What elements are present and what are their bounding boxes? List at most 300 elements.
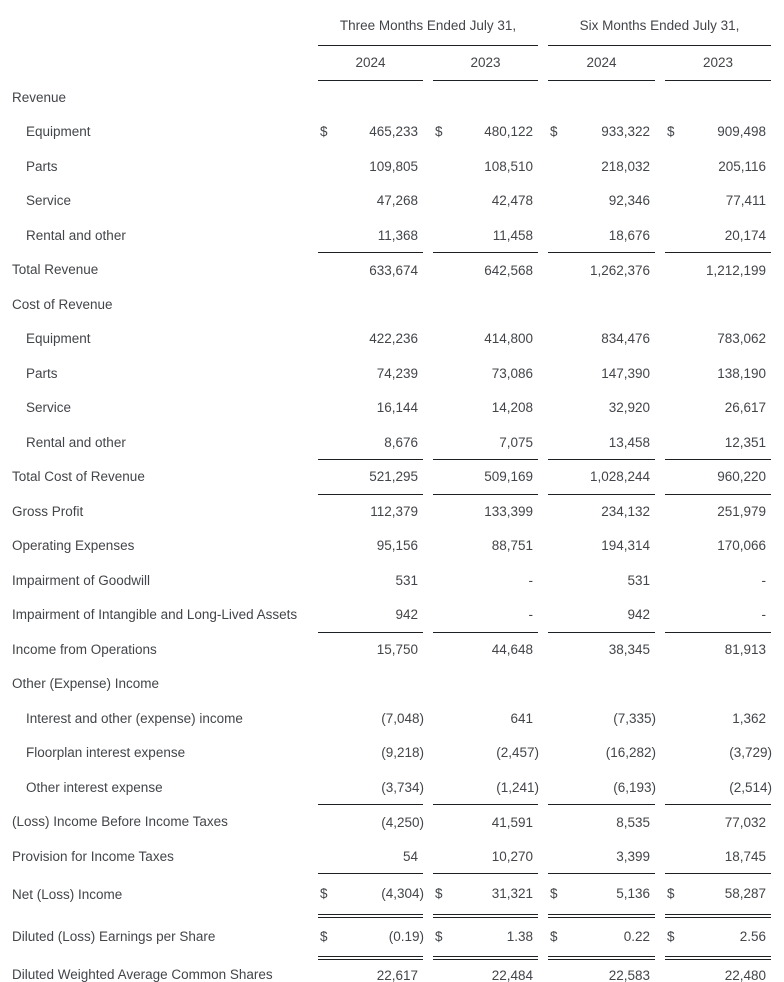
column-gap (655, 460, 665, 495)
cell-value: 77,032 (724, 814, 767, 830)
value-cell (665, 356, 771, 391)
row-label: Diluted Weighted Average Common Shares (12, 967, 273, 982)
value-cell (548, 736, 655, 771)
cell-value: (7,048) (381, 710, 424, 726)
value-cell (548, 287, 655, 322)
value-cell (665, 770, 771, 805)
value-cell (433, 287, 538, 322)
cell-value: (7,335) (613, 710, 657, 726)
cell-value: 234,132 (601, 504, 651, 519)
column-gap (538, 667, 548, 702)
value-cell (665, 598, 771, 633)
cell-value: 633,674 (369, 262, 418, 278)
period-header-six-months: Six Months Ended July 31, (548, 6, 771, 45)
value-cell (433, 253, 538, 288)
cell-value: 138,190 (717, 365, 767, 381)
row-label: (Loss) Income Before Income Taxes (12, 814, 228, 830)
value-cell (665, 391, 771, 426)
value-cell (318, 874, 423, 916)
table-row (0, 632, 771, 667)
value-cell (318, 839, 423, 874)
value-cell (318, 529, 423, 564)
cell-value: 8,676 (384, 434, 418, 450)
column-gap (423, 701, 433, 736)
cell-value: 509,169 (484, 469, 534, 485)
value-cell (433, 149, 538, 184)
column-gap (655, 218, 665, 253)
value-cell (665, 184, 771, 219)
value-cell (548, 322, 655, 357)
column-gap (655, 115, 665, 150)
cell-value: 18,676 (608, 227, 651, 243)
period-header-row (0, 6, 771, 45)
cell-value: (4,304) (381, 886, 424, 902)
value-cell (665, 874, 771, 916)
column-gap (423, 115, 433, 150)
table-row (0, 322, 771, 357)
year-header: 2023 (433, 45, 538, 80)
row-label: Income from Operations (12, 641, 157, 657)
cell-value: 251,979 (717, 504, 767, 519)
value-cell (548, 667, 655, 702)
value-cell (433, 701, 538, 736)
cell-value: (2,514) (729, 779, 773, 795)
cell-value: (4,250) (381, 814, 424, 830)
section-row (0, 287, 771, 322)
value-cell (318, 958, 423, 982)
table-row (0, 460, 771, 495)
period-header-three-months: Three Months Ended July 31, (318, 6, 538, 45)
value-cell (433, 874, 538, 916)
value-cell (318, 916, 423, 958)
column-gap (538, 287, 548, 322)
dollar-sign: $ (550, 124, 558, 140)
cell-value: - (761, 572, 767, 588)
value-cell (548, 916, 655, 958)
value-cell (665, 563, 771, 598)
row-label: Parts (26, 158, 58, 174)
cell-value: (3,729) (729, 745, 773, 761)
cell-value: 1,362 (732, 710, 767, 726)
value-cell (548, 529, 655, 564)
table-row (0, 253, 771, 288)
row-label: Revenue (12, 89, 67, 105)
cell-value: 74,239 (376, 365, 418, 381)
value-cell (433, 916, 538, 958)
column-gap (538, 115, 548, 150)
value-cell (548, 253, 655, 288)
row-label: Provision for Income Taxes (12, 848, 174, 864)
cell-value: 95,156 (376, 538, 418, 554)
cell-value: 10,270 (491, 848, 534, 864)
dollar-sign: $ (320, 929, 328, 944)
table-row (0, 598, 771, 633)
row-label: Interest and other (expense) income (26, 710, 243, 726)
cell-value: 112,379 (370, 504, 418, 519)
value-cell (665, 218, 771, 253)
value-cell (318, 563, 423, 598)
cell-value: 480,122 (484, 124, 534, 140)
column-gap (538, 322, 548, 357)
cell-value: 47,268 (376, 193, 418, 209)
cell-value: - (528, 607, 534, 622)
cell-value: 109,805 (369, 158, 418, 174)
column-gap (655, 916, 665, 958)
column-gap (538, 958, 548, 982)
column-gap (423, 958, 433, 982)
value-cell (548, 874, 655, 916)
column-gap (538, 529, 548, 564)
cell-value: 1,028,244 (589, 469, 651, 485)
column-gap (655, 701, 665, 736)
column-gap (655, 287, 665, 322)
column-gap (538, 6, 548, 45)
value-cell (548, 460, 655, 495)
cell-value: 26,617 (724, 400, 767, 416)
column-gap (655, 322, 665, 357)
value-cell (665, 149, 771, 184)
cell-value: 133,399 (484, 504, 534, 519)
value-cell (548, 149, 655, 184)
value-cell (318, 460, 423, 495)
column-gap (423, 874, 433, 916)
row-label: Rental and other (26, 227, 126, 243)
dollar-sign: $ (435, 886, 443, 902)
table-row (0, 494, 771, 529)
cell-value: 942 (395, 607, 418, 622)
value-cell (665, 494, 771, 529)
table-row (0, 218, 771, 253)
cell-value: 18,745 (724, 848, 767, 864)
cell-value: 92,346 (608, 193, 651, 209)
row-label: Floorplan interest expense (26, 745, 186, 761)
column-gap (655, 184, 665, 219)
row-label: Other (Expense) Income (12, 676, 160, 692)
column-gap (538, 494, 548, 529)
value-cell (433, 805, 538, 840)
column-gap (423, 632, 433, 667)
value-cell (665, 736, 771, 771)
cell-value: 41,591 (491, 814, 534, 830)
value-cell (665, 667, 771, 702)
cell-value: 31,321 (491, 886, 534, 902)
table-row (0, 115, 771, 150)
column-gap (538, 184, 548, 219)
column-gap (538, 149, 548, 184)
table-row (0, 184, 771, 219)
row-label: Diluted (Loss) Earnings per Share (12, 929, 216, 944)
cell-value: 11,368 (377, 227, 418, 243)
cell-value: 783,062 (717, 331, 767, 347)
table-row (0, 916, 771, 958)
cell-value: 942 (627, 607, 651, 622)
cell-value: 15,750 (376, 642, 418, 657)
value-cell (318, 667, 423, 702)
value-cell (548, 839, 655, 874)
value-cell (665, 529, 771, 564)
value-cell (318, 494, 423, 529)
cell-value: 108,510 (484, 158, 534, 174)
cell-value: 642,568 (484, 262, 534, 278)
column-gap (538, 253, 548, 288)
row-label: Service (26, 400, 72, 416)
cell-value: 7,075 (499, 434, 534, 450)
column-gap (655, 563, 665, 598)
cell-value: (1,241) (496, 779, 540, 795)
column-gap (655, 632, 665, 667)
value-cell (433, 460, 538, 495)
table-row (0, 563, 771, 598)
column-gap (538, 839, 548, 874)
column-gap (538, 460, 548, 495)
cell-value: 1,262,376 (589, 262, 651, 278)
value-cell (433, 958, 538, 982)
value-cell (548, 391, 655, 426)
cell-value: - (528, 572, 534, 588)
row-label: Rental and other (26, 434, 126, 450)
cell-value: 58,287 (724, 886, 767, 902)
value-cell (318, 701, 423, 736)
row-label: Operating Expenses (12, 538, 135, 554)
table-row (0, 529, 771, 564)
column-gap (423, 736, 433, 771)
column-gap (423, 916, 433, 958)
column-gap (423, 391, 433, 426)
value-cell (433, 80, 538, 115)
header-spacer (0, 45, 318, 80)
column-gap (655, 874, 665, 916)
value-cell (318, 425, 423, 460)
dollar-sign: $ (320, 886, 328, 902)
value-cell (318, 356, 423, 391)
row-label: Total Cost of Revenue (12, 469, 145, 485)
value-cell (318, 322, 423, 357)
column-gap (538, 391, 548, 426)
table-row (0, 958, 771, 982)
value-cell (665, 805, 771, 840)
header-spacer (0, 6, 318, 45)
cell-value: 2.56 (739, 929, 767, 944)
cell-value: 194,314 (601, 538, 651, 554)
column-gap (423, 460, 433, 495)
row-label: Impairment of Intangible and Long-Lived Assets (12, 607, 298, 623)
column-gap (538, 80, 548, 115)
column-gap (538, 598, 548, 633)
value-cell (548, 563, 655, 598)
value-cell (433, 632, 538, 667)
value-cell (665, 253, 771, 288)
value-cell (318, 391, 423, 426)
cell-value: 531 (627, 572, 651, 588)
value-cell (318, 805, 423, 840)
value-cell (548, 115, 655, 150)
value-cell (318, 80, 423, 115)
dollar-sign: $ (435, 124, 443, 140)
value-cell (665, 701, 771, 736)
cell-value: (0.19) (388, 929, 424, 944)
dollar-sign: $ (550, 929, 558, 944)
row-label: Parts (26, 365, 58, 381)
column-gap (423, 425, 433, 460)
column-gap (655, 45, 665, 80)
value-cell (433, 563, 538, 598)
column-gap (423, 149, 433, 184)
cell-value: 147,390 (601, 365, 651, 381)
value-cell (318, 218, 423, 253)
table-row (0, 701, 771, 736)
cell-value: 42,478 (491, 193, 534, 209)
value-cell (548, 218, 655, 253)
value-cell (318, 184, 423, 219)
column-gap (423, 598, 433, 633)
column-gap (538, 425, 548, 460)
cell-value: 13,458 (608, 434, 651, 450)
column-gap (655, 839, 665, 874)
value-cell (433, 736, 538, 771)
cell-value: 0.22 (623, 929, 651, 944)
cell-value: 22,617 (376, 968, 418, 982)
cell-value: 1,212,199 (705, 262, 767, 278)
cell-value: 933,322 (601, 124, 651, 140)
cell-value: 422,236 (369, 331, 418, 347)
value-cell (665, 460, 771, 495)
column-gap (538, 218, 548, 253)
table-row (0, 839, 771, 874)
cell-value: 44,648 (491, 642, 534, 657)
year-header: 2024 (318, 45, 423, 80)
cell-value: 205,116 (718, 158, 767, 174)
cell-value: 465,233 (369, 124, 418, 140)
cell-value: 88,751 (491, 538, 534, 554)
table-row (0, 391, 771, 426)
value-cell (433, 391, 538, 426)
value-cell (665, 115, 771, 150)
cell-value: (3,734) (381, 779, 424, 795)
column-gap (423, 805, 433, 840)
row-label: Total Revenue (12, 262, 99, 278)
cell-value: 414,800 (484, 331, 534, 347)
value-cell (665, 80, 771, 115)
value-cell (433, 322, 538, 357)
value-cell (318, 253, 423, 288)
column-gap (655, 529, 665, 564)
cell-value: 38,345 (608, 642, 651, 657)
cell-value: 81,913 (724, 642, 767, 657)
cell-value: (2,457) (496, 745, 540, 761)
table-row (0, 736, 771, 771)
cell-value: (16,282) (605, 745, 657, 761)
value-cell (318, 632, 423, 667)
column-gap (655, 494, 665, 529)
table-row (0, 425, 771, 460)
column-gap (538, 701, 548, 736)
row-label: Cost of Revenue (12, 296, 113, 312)
cell-value: 521,295 (369, 469, 418, 485)
column-gap (655, 598, 665, 633)
value-cell (548, 80, 655, 115)
column-gap (538, 632, 548, 667)
dollar-sign: $ (550, 886, 558, 902)
value-cell (548, 632, 655, 667)
cell-value: 1.38 (506, 929, 534, 944)
value-cell (433, 598, 538, 633)
value-cell (548, 494, 655, 529)
value-cell (548, 598, 655, 633)
column-gap (655, 253, 665, 288)
cell-value: 12,351 (724, 434, 767, 450)
column-gap (423, 529, 433, 564)
value-cell (665, 425, 771, 460)
dollar-sign: $ (320, 124, 328, 140)
column-gap (423, 667, 433, 702)
row-label: Net (Loss) Income (12, 887, 123, 902)
cell-value: 11,458 (492, 227, 534, 243)
column-gap (538, 45, 548, 80)
value-cell (433, 529, 538, 564)
cell-value: (6,193) (613, 779, 657, 795)
cell-value: 960,220 (717, 469, 767, 485)
column-gap (655, 805, 665, 840)
value-cell (318, 115, 423, 150)
year-header: 2023 (665, 45, 771, 80)
column-gap (538, 563, 548, 598)
table-row (0, 149, 771, 184)
cell-value: 73,086 (491, 365, 534, 381)
cell-value: (9,218) (381, 745, 424, 761)
value-cell (433, 218, 538, 253)
table-row (0, 356, 771, 391)
value-cell (433, 115, 538, 150)
column-gap (423, 287, 433, 322)
value-cell (433, 770, 538, 805)
column-gap (538, 736, 548, 771)
row-label: Other interest expense (26, 779, 163, 795)
cell-value: - (761, 607, 767, 622)
column-gap (655, 391, 665, 426)
column-gap (423, 494, 433, 529)
financial-table (0, 6, 771, 982)
column-gap (423, 839, 433, 874)
column-gap (655, 425, 665, 460)
column-gap (538, 874, 548, 916)
column-gap (538, 770, 548, 805)
section-row (0, 667, 771, 702)
value-cell (665, 839, 771, 874)
value-cell (433, 184, 538, 219)
column-gap (423, 356, 433, 391)
cell-value: 3,399 (616, 848, 651, 864)
row-label: Equipment (26, 124, 91, 140)
value-cell (665, 958, 771, 982)
column-gap (655, 667, 665, 702)
value-cell (548, 184, 655, 219)
cell-value: 834,476 (601, 331, 651, 347)
cell-value: 8,535 (616, 814, 651, 830)
value-cell (548, 770, 655, 805)
cell-value: 32,920 (608, 400, 651, 416)
value-cell (665, 287, 771, 322)
value-cell (318, 770, 423, 805)
column-gap (655, 770, 665, 805)
cell-value: 16,144 (376, 400, 418, 416)
value-cell (433, 494, 538, 529)
column-gap (423, 770, 433, 805)
cell-value: 641 (510, 710, 534, 726)
dollar-sign: $ (667, 886, 675, 902)
column-gap (538, 356, 548, 391)
year-header: 2024 (548, 45, 655, 80)
cell-value: 77,411 (725, 193, 767, 209)
